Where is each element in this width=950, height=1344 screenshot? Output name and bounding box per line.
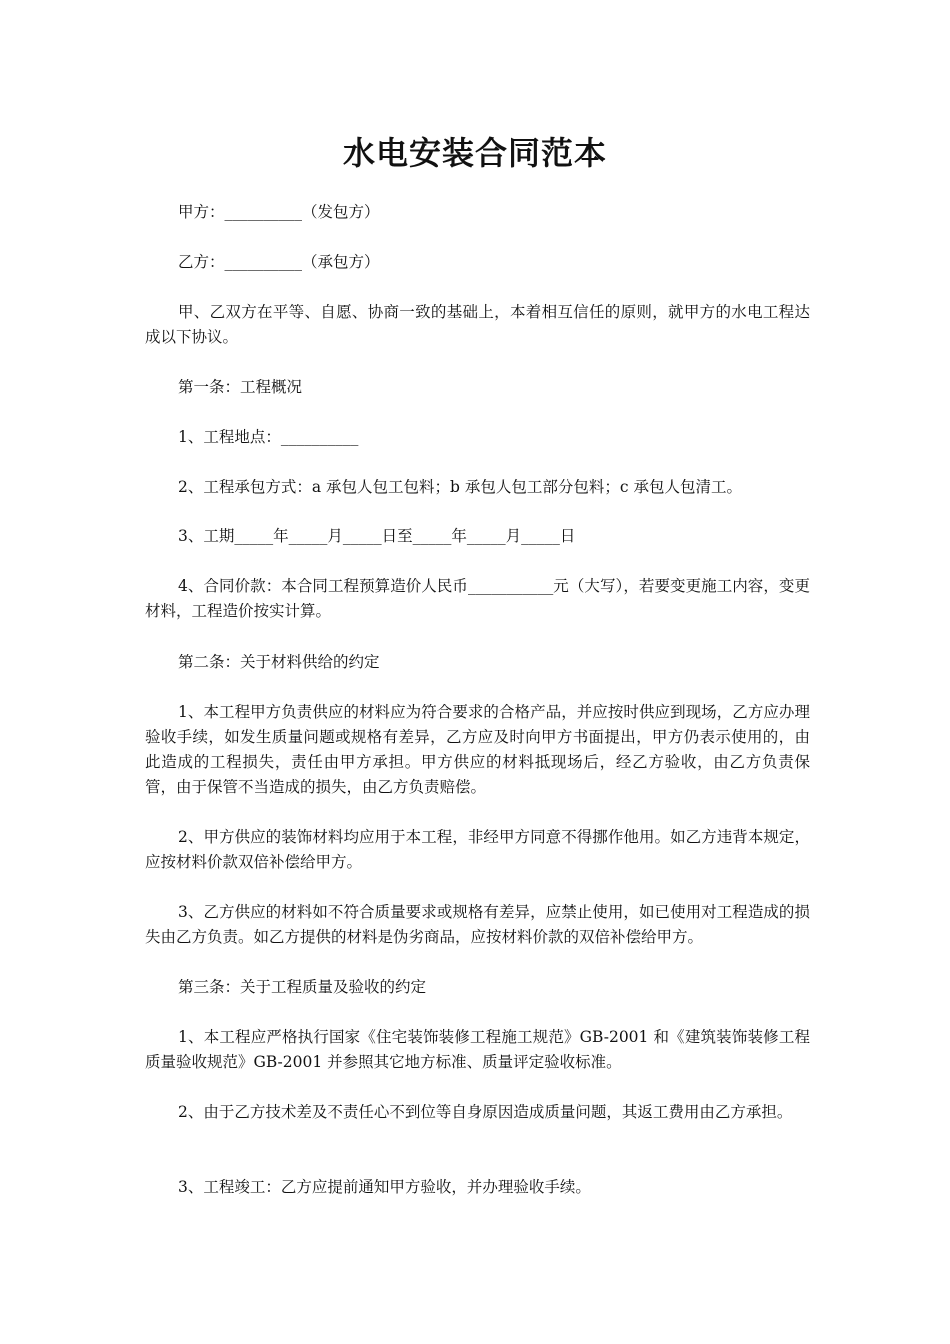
- document-title: 水电安装合同范本: [342, 134, 607, 172]
- article-1-item-4: 4、合同价款：本合同工程预算造价人民币___________元（大写），若要变更施工内容，变更材料，工程造价按实计算。: [145, 577, 810, 620]
- article-3-item-3: 3、工程竣工：乙方应提前通知甲方验收，并办理验收手续。: [178, 1178, 591, 1196]
- preamble-paragraph: 甲、乙双方在平等、自愿、协商一致的基础上，本着相互信任的原则，就甲方的水电工程达成以下协议。: [145, 303, 810, 346]
- article-2-item-3: 3、乙方供应的材料如不符合质量要求或规格有差异，应禁止使用，如已使用对工程造成的损失由乙方负责。如乙方提供的材料是伪劣商品，应按材料价款的双倍补偿给甲方。: [145, 903, 810, 946]
- article-2-heading: 第二条：关于材料供给的约定: [178, 653, 380, 671]
- article-1-item-3: 3、工期_____年_____月_____日至_____年_____月_____日: [178, 527, 576, 545]
- article-2-item-1: 1、本工程甲方负责供应的材料应为符合要求的合格产品，并应按时供应到现场，乙方应办理验收手续，如发生质量问题或规格有差异，乙方应及时向甲方书面提出，甲方仍表示使用的，由此造成的工程损失，责任由甲方承担。甲方供应的材料抵现场后，经乙方验收，由乙方负责保管，由于保管不当造成的损失，由乙方负责赔偿。: [145, 703, 810, 796]
- article-1-heading: 第一条：工程概况: [178, 378, 303, 396]
- party-a-line: 甲方：__________（发包方）: [178, 203, 380, 221]
- article-3-item-1: 1、本工程应严格执行国家《住宅装饰装修工程施工规范》GB-2001 和《建筑装饰装修工程质量验收规范》GB-2001 并参照其它地方标准、质量评定验收标准。: [145, 1028, 810, 1071]
- article-3-heading: 第三条：关于工程质量及验收的约定: [178, 978, 427, 996]
- party-b-line: 乙方：__________（承包方）: [178, 253, 380, 271]
- article-2-item-2: 2、甲方供应的装饰材料均应用于本工程，非经甲方同意不得挪作他用。如乙方违背本规定，应按材料价款双倍补偿给甲方。: [145, 828, 810, 871]
- article-1-item-1: 1、工程地点：__________: [178, 428, 359, 446]
- article-1-item-2: 2、工程承包方式：a 承包人包工包料；b 承包人包工部分包料；c 承包人包清工。: [178, 478, 742, 496]
- article-3-item-2: 2、由于乙方技术差及不责任心不到位等自身原因造成质量问题，其返工费用由乙方承担。: [178, 1103, 793, 1121]
